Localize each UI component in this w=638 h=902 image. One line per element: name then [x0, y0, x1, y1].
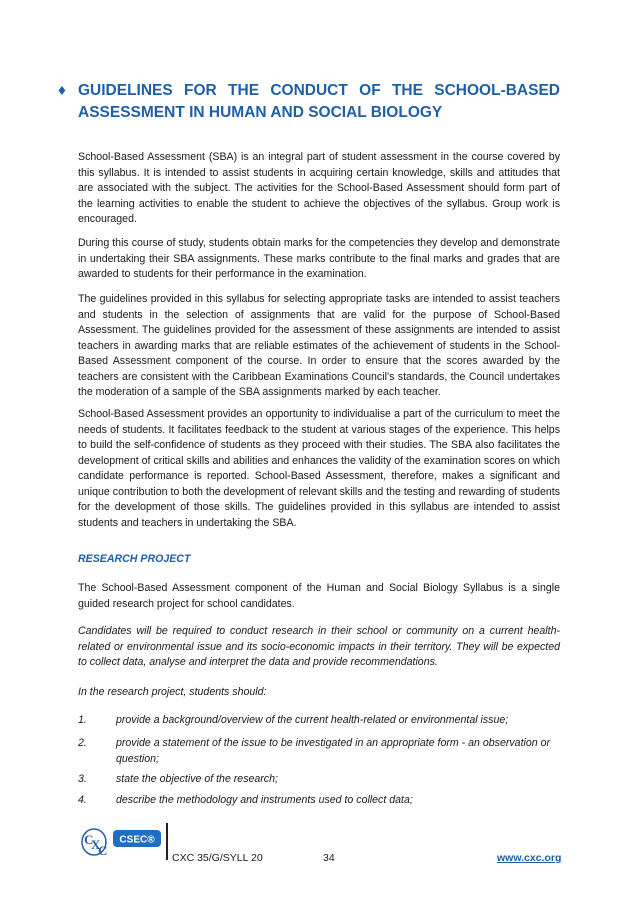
- heading-line-2: ASSESSMENT IN HUMAN AND SOCIAL BIOLOGY: [78, 104, 443, 121]
- paragraph-guidelines: The guidelines provided in this syllabus for selecting appropriate tasks are intended to assist teachers and students in the selection of assignments that are valid for the purpose of School-Based Assessment. The guidelines provided for the assessment of these assignments are intended to assist teachers in awarding marks that are reliable estimates of the achievement of students in the School-Based Assessment component of the course. In order to ensure that the scores awarded by the teachers are consistent with the Caribbean Examinations Council’s standards, the Council undertakes the moderation of a sample of the SBA assignments marked by each teacher.: [78, 293, 560, 398]
- paragraph-sba-intro: School-Based Assessment (SBA) is an integral part of student assessment in the course covered by this syllabus. It is intended to assist students in acquiring certain knowledge, skills and attitudes that are associated with the subject. The activities for the School-Based Assessment should form part of the learning activities to enable the student to achieve the objectives of the syllabus. Group work is encouraged.: [78, 151, 560, 225]
- footer-website-link[interactable]: www.cxc.org: [497, 852, 562, 864]
- footer-syllabus-code: CXC 35/G/SYLL 20: [172, 852, 263, 864]
- footer-divider: [166, 823, 168, 860]
- diamond-bullet-icon: ♦: [58, 82, 66, 99]
- list-text: describe the methodology and instruments used to collect data;: [116, 794, 413, 806]
- list-number: 1.: [78, 714, 87, 726]
- svg-text:C: C: [98, 843, 108, 858]
- research-project-title: RESEARCH PROJECT: [78, 553, 191, 565]
- paragraph-marks: During this course of study, students obtain marks for the competencies they develop and demonstrate in undertaking their SBA assignments. These marks contribute to the final marks and grades that are awarded to students for their performance in the examination.: [78, 237, 560, 280]
- svg-text:X: X: [91, 837, 101, 852]
- research-lead-in: In the research project, students should:: [78, 686, 267, 698]
- svg-text:C: C: [84, 832, 94, 847]
- logo-text: CSEC®: [119, 834, 155, 846]
- list-number: 3.: [78, 773, 87, 785]
- paragraph-sba-opportunity: School-Based Assessment provides an opportunity to individualise a part of the curriculum to meet the needs of students. It facilitates feedback to the student at various stages of the experience. This helps to build the self-confidence of students as they proceed with their studies. The SBA also facilitates the development of critical skills and abilities and enhances the validity of the examination scores on which candidate performance is reported. School-Based Assessment, therefore, makes a significant and unique contribution to both the development of relevant skills and the testing and rewarding of students for the development of those skills. The guidelines provided in this syllabus are intended to assist students and teachers in undertaking the SBA.: [78, 408, 560, 529]
- list-text: state the objective of the research;: [116, 773, 278, 785]
- page-number: 34: [323, 852, 335, 864]
- heading-line-1: GUIDELINES FOR THE CONDUCT OF THE SCHOOL-BASED: [78, 82, 560, 99]
- list-number: 4.: [78, 794, 87, 806]
- list-text: provide a statement of the issue to be investigated in an appropriate form - an observation or question;: [116, 737, 551, 765]
- research-intro: The School-Based Assessment component of the Human and Social Biology Syllabus is a single guided research project for school candidates.: [78, 582, 560, 610]
- research-italic-paragraph: Candidates will be required to conduct research in their school or community on a current health-related or environmental issue and its socio-economic impacts in their territory. They will be expected to collect data, analyse and interpret the data and provide recommendations.: [78, 625, 560, 668]
- list-text: provide a background/overview of the current health-related or environmental issue;: [116, 714, 509, 726]
- list-number: 2.: [78, 737, 87, 749]
- cxc-csec-logo: [80, 824, 164, 858]
